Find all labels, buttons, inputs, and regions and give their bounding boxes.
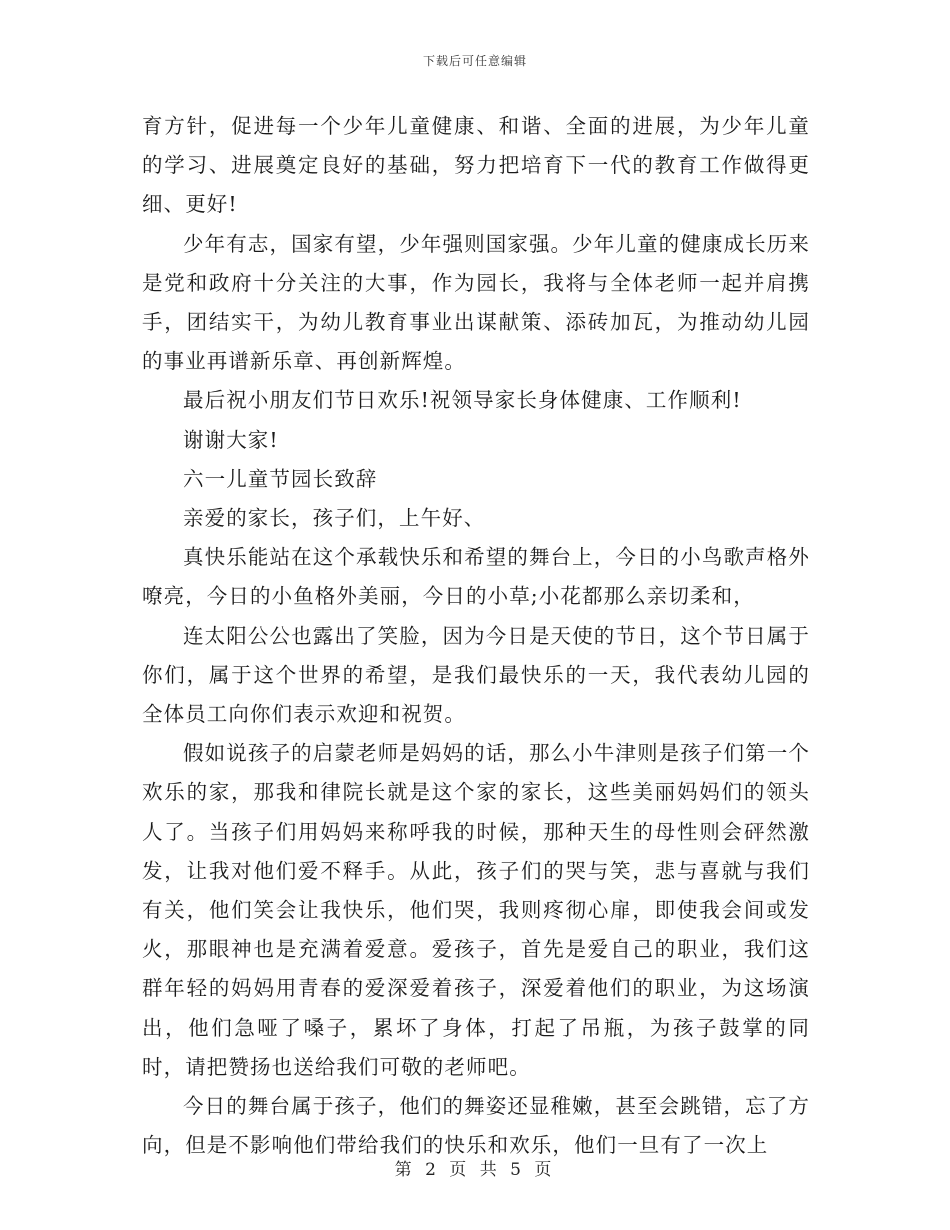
paragraph: 连太阳公公也露出了笑脸，因为今日是天使的节日，这个节日属于你们，属于这个世界的希望，是我们最快乐的一天，我代表幼儿园的全体员工向你们表示欢迎和祝贺。 — [142, 623, 810, 727]
section-title: 六一儿童节园长致辞 — [183, 466, 378, 491]
paragraph: 少年有志，国家有望，少年强则国家强。少年儿童的健康成长历来是党和政府十分关注的大事，作为园长，我将与全体老师一起并肩携手，团结实干，为幼儿教育事业出谋献策、添砖加瓦，为推动幼儿园的事业再谱新乐章、再创新辉煌。 — [142, 231, 810, 374]
paragraph: 最后祝小朋友们节日欢乐!祝领导家长身体健康、工作顺利! — [183, 388, 742, 413]
paragraph: 今日的舞台属于孩子，他们的舞姿还显稚嫩，甚至会跳错，忘了方向，但是不影响他们带给我们的快乐和欢乐，他们一旦有了一次上 — [142, 1094, 810, 1158]
header-note: 下载后可任意编辑 — [422, 54, 527, 68]
paragraph: 育方针，促进每一个少年儿童健康、和谐、全面的进展，为少年儿童的学习、进展奠定良好的基础，努力把培育下一代的教育工作做得更细、更好! — [142, 114, 810, 217]
paragraph: 谢谢大家! — [183, 427, 279, 452]
salutation: 亲爱的家长，孩子们，上午好、 — [183, 506, 486, 531]
document-body — [142, 107, 810, 1165]
page-number: 第 2 页 共 5 页 — [394, 1160, 556, 1180]
paragraph: 假如说孩子的启蒙老师是妈妈的话，那么小牛津则是孩子们第一个欢乐的家，那我和律院长就是这个家的家长，这些美丽妈妈们的领头人了。当孩子们用妈妈来称呼我的时候，那种天生的母性则会砰然激发，让我对他们爱不释手。从此，孩子们的哭与笑，悲与喜就与我们有关，他们笑会让我快乐，他们哭，我则疼彻心扉，即使我会间或发火，那眼神也是充满着爱意。爱孩子，首先是爱自己的职业，我们这群年轻的妈妈用青春的爱深爱着孩子，深爱着他们的职业，为这场演出，他们急哑了嗓子，累坏了身体，打起了吊瓶，为孩子鼓掌的同时，请把赞扬也送给我们可敬的老师吧。 — [142, 741, 810, 1079]
paragraph: 真快乐能站在这个承载快乐和希望的舞台上，今日的小鸟歌声格外嘹亮，今日的小鱼格外美丽，今日的小草;小花都那么亲切柔和， — [142, 545, 810, 609]
